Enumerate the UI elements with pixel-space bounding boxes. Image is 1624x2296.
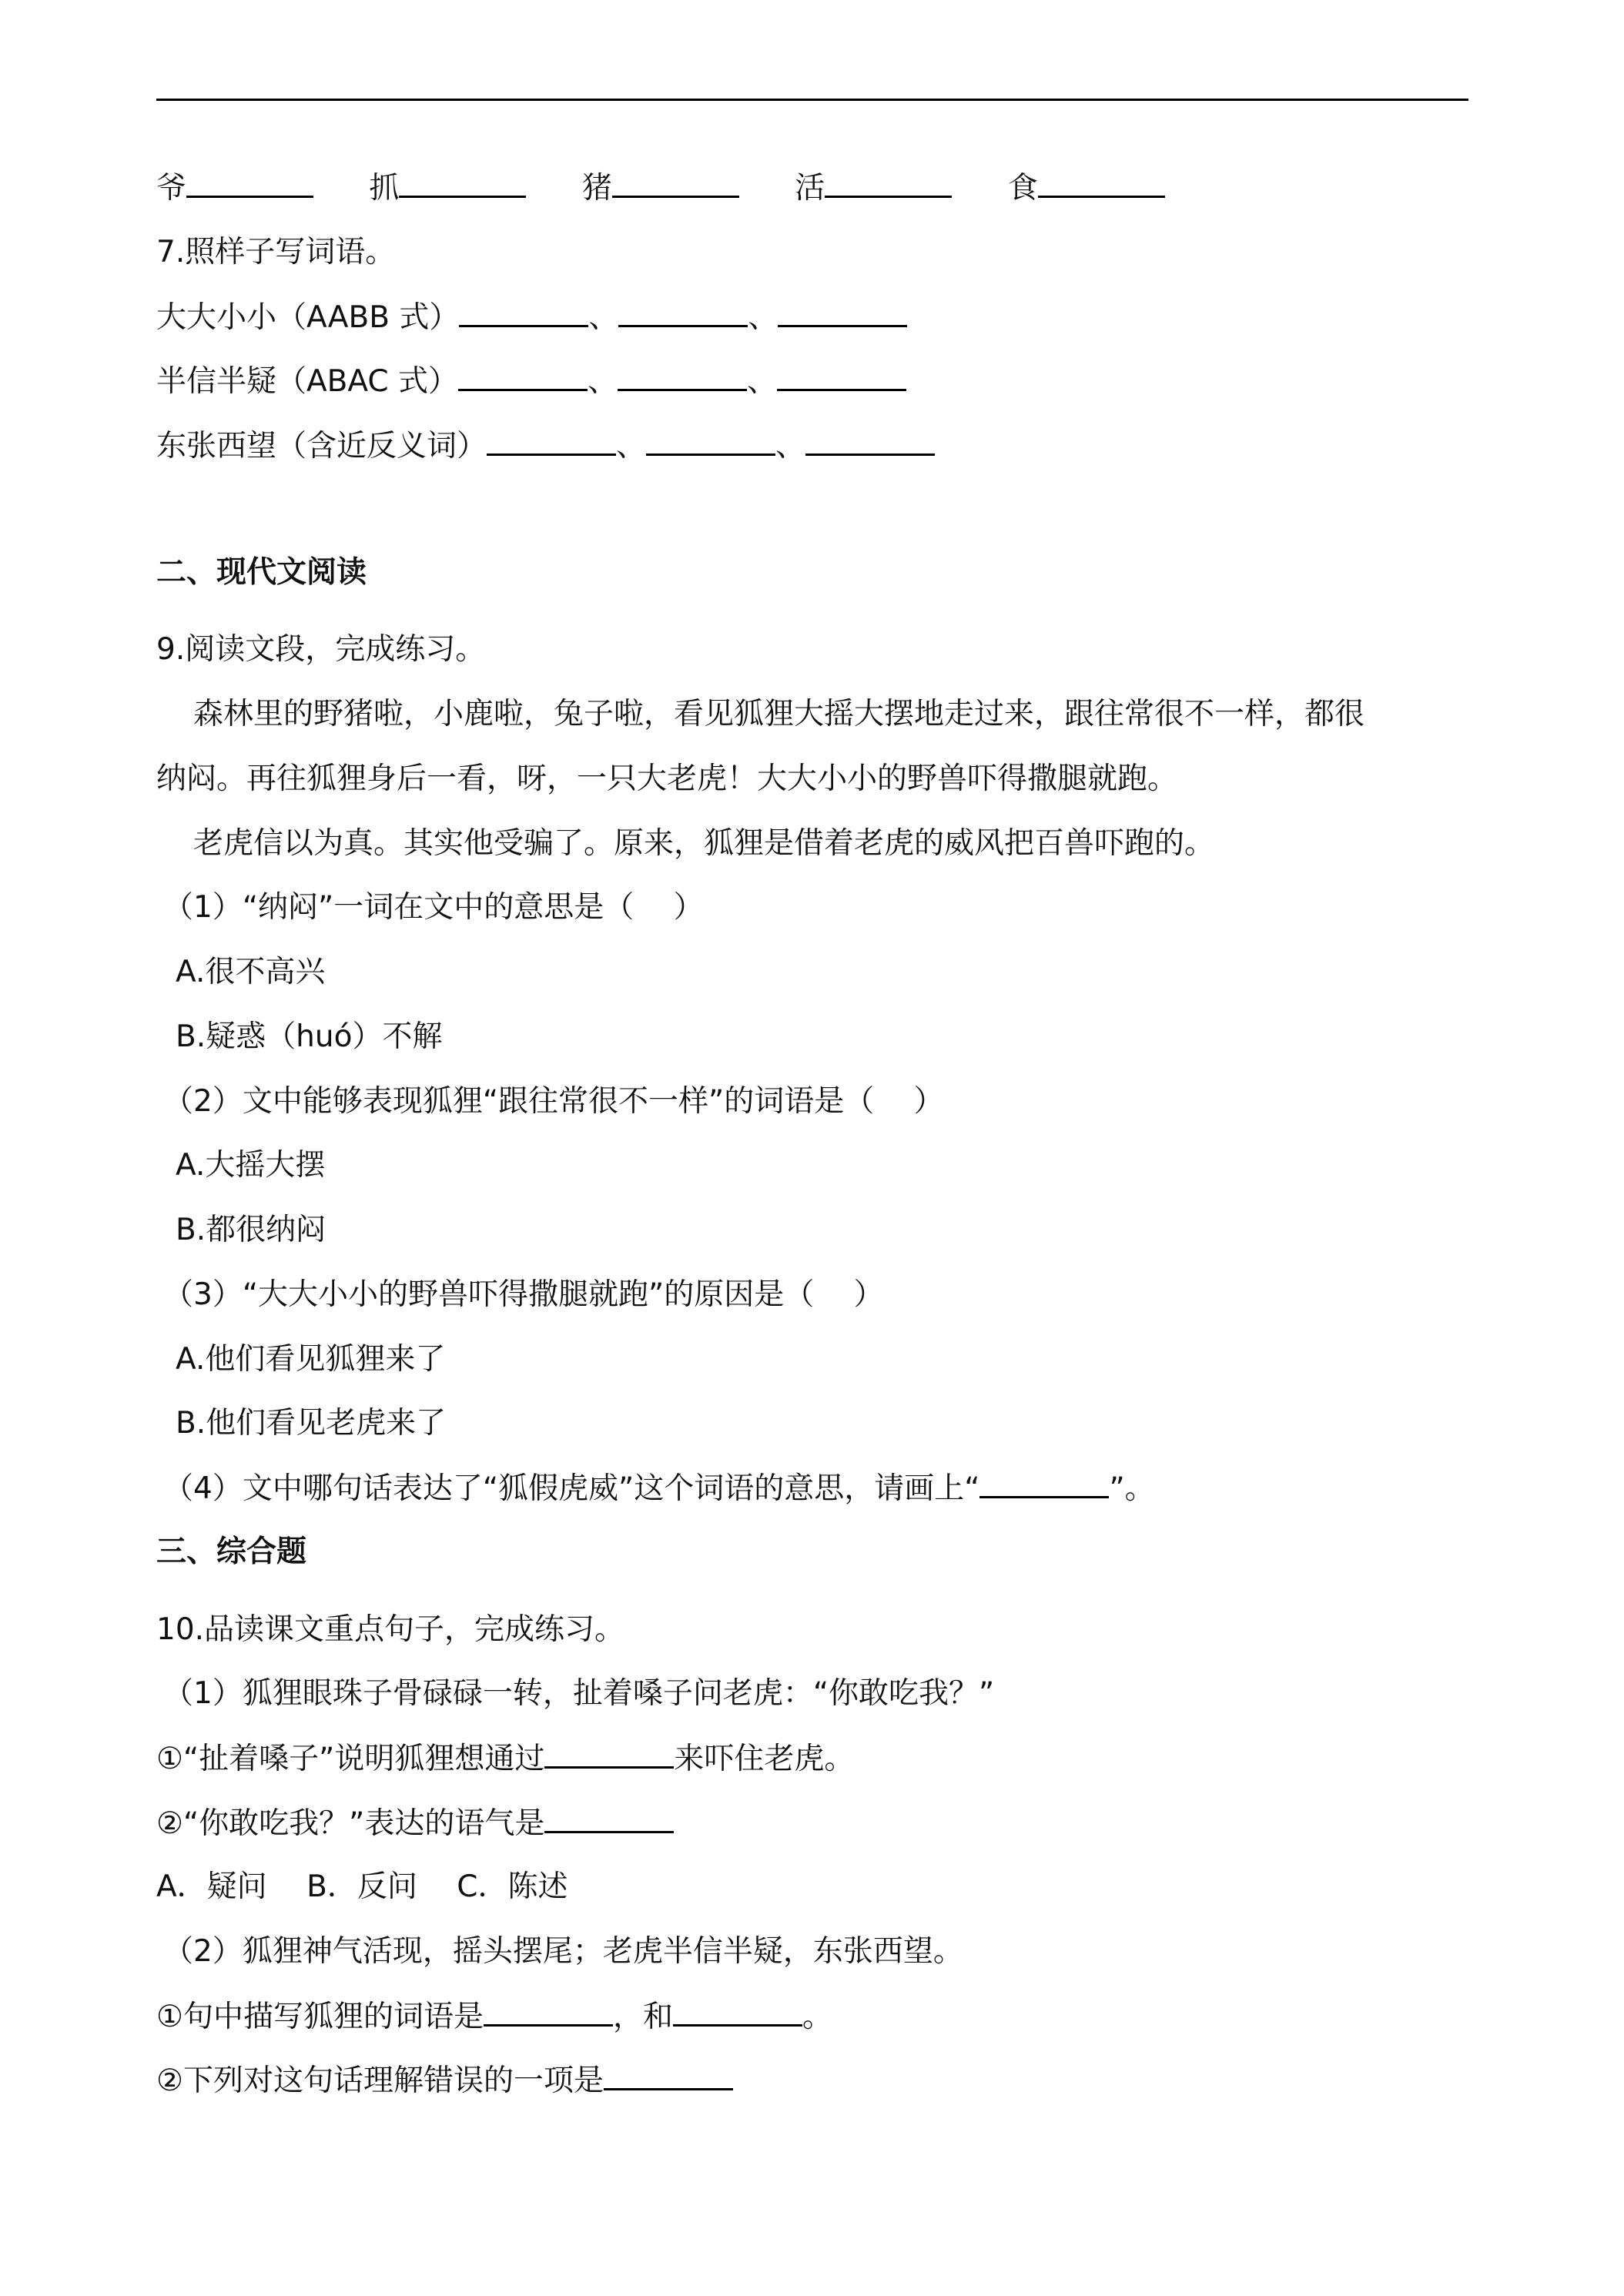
answer-blank[interactable] — [612, 168, 739, 198]
answer-blank[interactable] — [805, 426, 935, 456]
q7-row-aabb: 大大小小（AABB 式） 、 、 — [156, 297, 907, 337]
q10-item: ①句中描写狐狸的词语是 ，和 。 — [156, 1996, 832, 2037]
answer-blank[interactable] — [646, 426, 775, 456]
answer-blank[interactable] — [487, 426, 616, 456]
choice-option[interactable]: B.都很纳闷 — [176, 1213, 326, 1247]
q9-sub-question: （2）文中能够表现狐狸“跟往常很不一样”的词语是（ ） — [163, 1084, 944, 1119]
q10-item: ②下列对这句话理解错误的一项是 — [156, 2060, 733, 2100]
choice-options-row[interactable]: A．疑问 B．反问 C．陈述 — [156, 1869, 568, 1904]
answer-blank[interactable] — [484, 1996, 613, 2027]
q9-sub-question: （1）“纳闷”一词在文中的意思是（ ） — [163, 890, 704, 925]
q10-sub-question: （1）狐狸眼珠子骨碌碌一转，扯着嗓子问老虎：“你敢吃我？” — [163, 1676, 995, 1711]
answer-blank[interactable] — [399, 168, 526, 198]
q6-char-row — [156, 168, 1165, 208]
answer-blank[interactable] — [825, 168, 952, 198]
answer-blank[interactable] — [618, 361, 747, 391]
section-heading: 三、综合题 — [156, 1535, 307, 1569]
passage-line: 老虎信以为真。其实他受骗了。原来，狐狸是借着老虎的威风把百兽吓跑的。 — [193, 826, 1215, 861]
choice-option[interactable]: A.大摇大摆 — [176, 1148, 326, 1183]
header-rule — [156, 99, 1468, 101]
answer-blank[interactable] — [544, 1803, 674, 1833]
q6-char: 活 — [795, 171, 825, 206]
section-heading: 二、现代文阅读 — [156, 555, 367, 590]
choice-option[interactable]: A.他们看见狐狸来了 — [176, 1342, 446, 1377]
choice-option[interactable]: A.很不高兴 — [176, 955, 326, 989]
q6-char: 抓 — [369, 171, 400, 206]
q10-title: 10.品读课文重点句子，完成练习。 — [156, 1612, 625, 1647]
q10-item: ①“扯着嗓子”说明狐狸想通过 来吓住老虎。 — [156, 1739, 854, 1779]
q6-char: 食 — [1007, 171, 1038, 206]
answer-blank[interactable] — [673, 1996, 802, 2027]
q9-sub-question: （3）“大大小小的野兽吓得撒腿就跑”的原因是（ ） — [163, 1277, 884, 1312]
q10-sub-question: （2）狐狸神气活现，摇头摆尾；老虎半信半疑，东张西望。 — [163, 1934, 963, 1969]
choice-option[interactable]: B.他们看见老虎来了 — [176, 1406, 447, 1441]
q6-char: 猪 — [581, 171, 612, 206]
q7-row-antonym: 东张西望（含近反义词） 、 、 — [156, 426, 935, 466]
answer-blank[interactable] — [979, 1468, 1109, 1498]
answer-blank[interactable] — [618, 297, 748, 327]
q9-sub-question: （4）文中哪句话表达了“狐假虎威”这个词语的意思，请画上“ ”。 — [163, 1468, 1155, 1508]
choice-option[interactable]: B.疑惑（huó）不解 — [176, 1019, 443, 1054]
q7-title: 7.照样子写词语。 — [156, 235, 396, 269]
q6-char: 爷 — [156, 171, 187, 206]
passage-line: 森林里的野猪啦，小鹿啦，兔子啦，看见狐狸大摇大摆地走过来，跟往常很不一样，都很 — [193, 697, 1365, 731]
answer-blank[interactable] — [544, 1739, 674, 1769]
q9-title: 9.阅读文段，完成练习。 — [156, 632, 486, 667]
answer-blank[interactable] — [604, 2060, 733, 2090]
q10-item: ②“你敢吃我？”表达的语气是 — [156, 1803, 674, 1843]
passage-line: 纳闷。再往狐狸身后一看，呀，一只大老虎！大大小小的野兽吓得撒腿就跑。 — [156, 761, 1178, 796]
answer-blank[interactable] — [778, 297, 907, 327]
answer-blank[interactable] — [459, 297, 588, 327]
answer-blank[interactable] — [1038, 168, 1165, 198]
answer-blank[interactable] — [186, 168, 313, 198]
answer-blank[interactable] — [777, 361, 906, 391]
answer-blank[interactable] — [458, 361, 588, 391]
q7-row-abac: 半信半疑（ABAC 式） 、 、 — [156, 361, 906, 401]
